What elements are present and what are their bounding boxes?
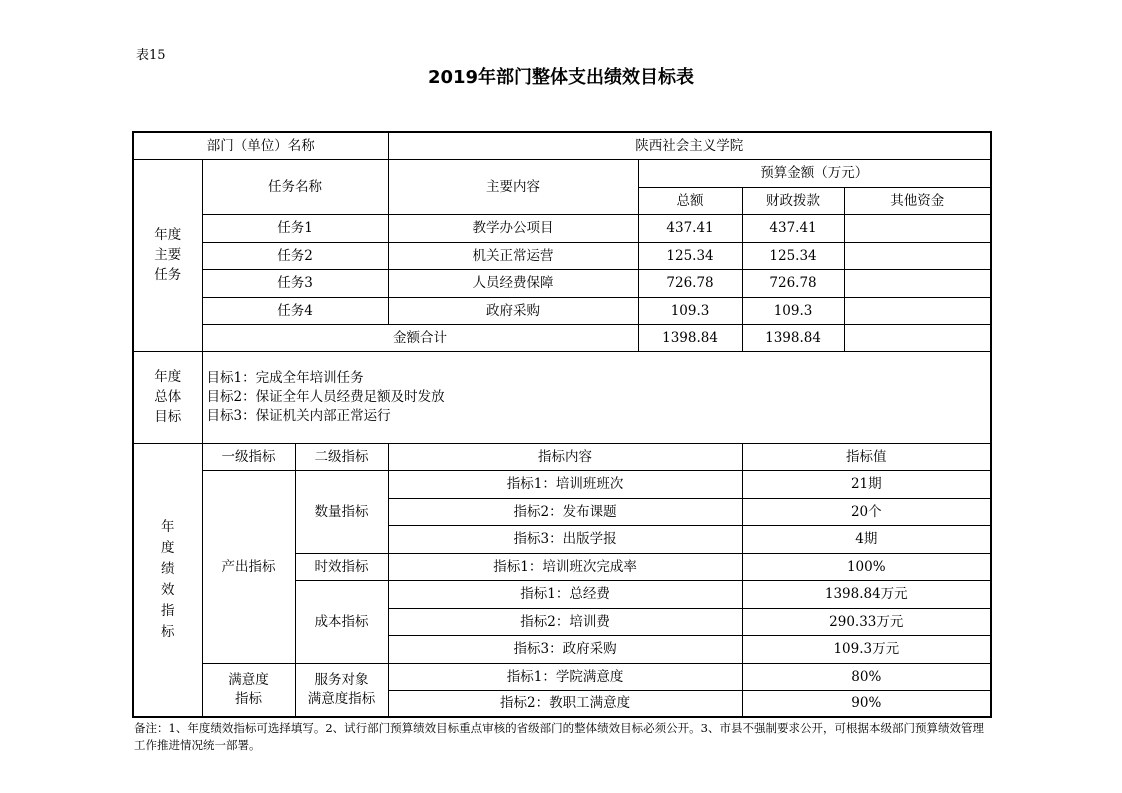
goals-block (202, 351, 991, 443)
section-performance-indicators-label: 年度绩效指标 (133, 443, 202, 717)
task-total: 109.3 (638, 297, 742, 324)
page-title: 2019年部门整体支出绩效目标表 (427, 67, 695, 88)
indicator-content: 指标2：教职工满意度 (388, 690, 742, 717)
sum-total: 1398.84 (638, 324, 742, 351)
task-row (133, 242, 991, 269)
indicator-value: 4期 (742, 525, 991, 553)
task-other (844, 297, 991, 324)
indicator-content: 指标1：总经费 (388, 580, 742, 608)
indicator-value: 80% (742, 663, 991, 690)
indicator-value: 20个 (742, 498, 991, 525)
footnote: 备注：1、年度绩效指标可选择填写。2、试行部门预算绩效目标重点审核的省级部门的整体绩效目标必须公开。3、市县不强制要求公开，可根据本级部门预算绩效管理工作推进情况统一部署。 (134, 721, 984, 752)
service-satisfaction-label: 服务对象 满意度指标 (295, 663, 388, 717)
task-fiscal: 125.34 (742, 242, 844, 269)
task-content: 教学办公项目 (388, 214, 638, 242)
indicator-content: 指标3：政府采购 (388, 635, 742, 663)
indicator-content: 指标1：培训班次完成率 (388, 553, 742, 580)
cost-indicator-label: 成本指标 (295, 580, 388, 663)
dept-value: 陕西社会主义学院 (388, 132, 991, 159)
goal-line: 目标2：保证全年人员经费足额及时发放 (206, 388, 445, 405)
goal-line: 目标1：完成全年培训任务 (206, 369, 364, 386)
task-row (133, 297, 991, 324)
indicator-value: 100% (742, 553, 991, 580)
task-total: 437.41 (638, 214, 742, 242)
task-other (844, 242, 991, 269)
task-fiscal: 726.78 (742, 269, 844, 297)
timeliness-indicator-label: 时效指标 (295, 553, 388, 580)
task-other (844, 269, 991, 297)
task-row (133, 269, 991, 297)
task-fiscal: 437.41 (742, 214, 844, 242)
indicator-value: 1398.84万元 (742, 580, 991, 608)
task-content: 人员经费保障 (388, 269, 638, 297)
task-total: 125.34 (638, 242, 742, 269)
quantity-indicator-label: 数量指标 (295, 470, 388, 553)
task-name: 任务4 (202, 297, 388, 324)
fiscal-header: 财政拨款 (742, 187, 844, 214)
dept-label: 部门（单位）名称 (133, 132, 388, 159)
task-fiscal: 109.3 (742, 297, 844, 324)
indicator-value: 21期 (742, 470, 991, 498)
indicator-row (133, 663, 991, 690)
task-total: 726.78 (638, 269, 742, 297)
indicator-value: 109.3万元 (742, 635, 991, 663)
indicator-content: 指标1：学院满意度 (388, 663, 742, 690)
goal-line: 目标3：保证机关内部正常运行 (206, 407, 391, 424)
section-annual-tasks-label: 年度 主要 任务 (133, 159, 202, 351)
section-annual-goals-label: 年度 总体 目标 (133, 351, 202, 443)
indicator-content: 指标2：发布课题 (388, 498, 742, 525)
main-content-header: 主要内容 (388, 159, 638, 214)
task-row (133, 214, 991, 242)
budget-header: 预算金额（万元） (638, 159, 991, 187)
indicator-value: 90% (742, 690, 991, 717)
sum-row (133, 324, 991, 351)
task-name: 任务3 (202, 269, 388, 297)
indicator-row (133, 470, 991, 498)
task-name: 任务1 (202, 214, 388, 242)
indicator-content: 指标3：出版学报 (388, 525, 742, 553)
task-content: 政府采购 (388, 297, 638, 324)
indicator-content: 指标1：培训班班次 (388, 470, 742, 498)
level2-header: 二级指标 (295, 443, 388, 470)
total-header: 总额 (638, 187, 742, 214)
task-name: 任务2 (202, 242, 388, 269)
sum-label: 金额合计 (202, 324, 638, 351)
performance-target-table (132, 131, 992, 718)
sum-other (844, 324, 991, 351)
indicator-value: 290.33万元 (742, 608, 991, 635)
indicator-content-header: 指标内容 (388, 443, 742, 470)
output-indicator-label: 产出指标 (202, 470, 295, 663)
satisfaction-indicator-label: 满意度 指标 (202, 663, 295, 717)
task-content: 机关正常运营 (388, 242, 638, 269)
indicator-content: 指标2：培训费 (388, 608, 742, 635)
indicator-value-header: 指标值 (742, 443, 991, 470)
task-name-header: 任务名称 (202, 159, 388, 214)
sum-fiscal: 1398.84 (742, 324, 844, 351)
other-header: 其他资金 (844, 187, 991, 214)
level1-header: 一级指标 (202, 443, 295, 470)
table-number: 表15 (136, 48, 166, 63)
task-other (844, 214, 991, 242)
